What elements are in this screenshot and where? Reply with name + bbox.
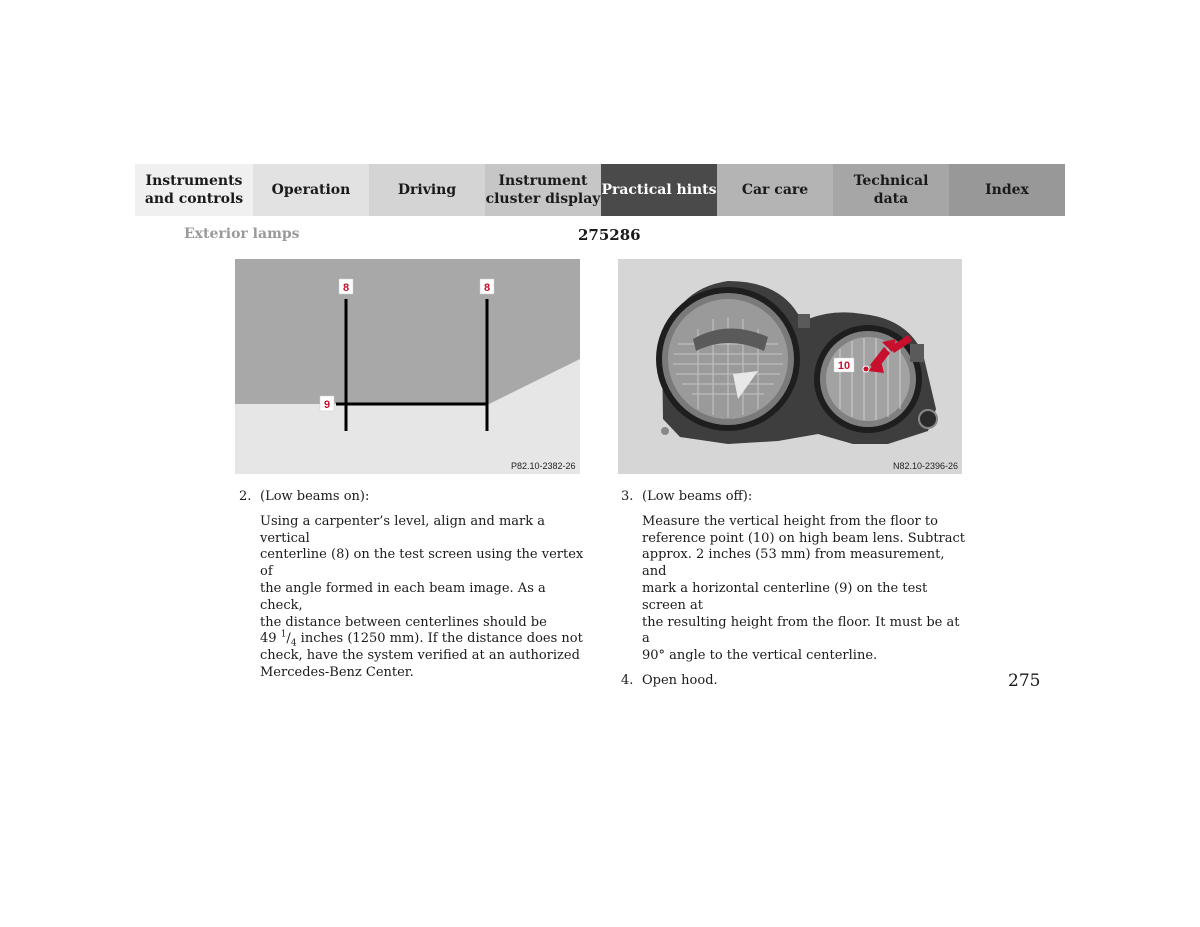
tab-practical-hints[interactable] [601,164,717,216]
text-line: reference point (10) on high beam lens. Subtract [642,530,966,546]
callout-8-left: 8 [342,282,350,294]
fraction-whole: 49 [260,631,281,647]
tab-label: Practical hints [601,182,717,198]
text-line: check, have the system verified at an authorized [260,648,580,664]
fraction-denominator: 4 [290,638,297,649]
text-line: the angle formed in each beam image. As a check, [260,580,546,613]
section-title: Exterior lamps [184,226,300,242]
page-number: 275 [1008,671,1041,691]
text-line: Mercedes-Benz Center. [260,664,414,680]
callout-8-right: 8 [483,282,491,294]
step-4 [621,673,971,690]
left-column [239,489,589,682]
text-line: Using a carpenter’s level, align and mark a vertical [260,513,546,546]
step-number: 2. [239,489,252,504]
page-code: 275286 [578,226,641,244]
tab-label: Technical data [853,173,929,207]
tab-label: Index [985,182,1029,198]
step-title: (Low beams on): [260,489,370,504]
text-line: the resulting height from the floor. It must be at a [642,614,960,647]
text-line: approx. 2 inches (53 mm) from measurement, and [642,547,945,580]
right-column [621,489,971,690]
figure-code: N82.10-2396-26 [893,461,959,471]
step-3 [621,489,971,506]
fraction-numerator: 1 [280,630,287,641]
tab-label: Driving [397,182,457,198]
tab-technical-data[interactable] [833,164,949,216]
step-number: 3. [621,489,634,504]
headlamp-figure [618,259,962,474]
fraction-slash: / [286,631,291,647]
text-line: Measure the vertical height from the floor to [642,513,938,529]
step-title: Open hood. [642,672,718,688]
text-line: centerline (8) on the test screen using the vertex of [260,547,584,580]
tab-instruments-and-controls[interactable] [135,164,253,216]
tab-car-care[interactable] [717,164,833,216]
tab-label: Instrument cluster display [485,173,601,207]
text-line: 90° angle to the vertical centerline. [642,648,878,664]
step-number: 4. [621,672,634,688]
tab-index[interactable] [949,164,1065,216]
test-screen-diagram [235,259,580,474]
tab-label: Instruments and controls [144,173,244,207]
tab-operation[interactable] [253,164,369,216]
text-line: mark a horizontal centerline (9) on the test screen at [642,580,928,613]
callout-10: 10 [837,360,851,372]
tab-instrument-cluster-display[interactable] [485,164,601,216]
text-line-fraction [260,631,589,648]
step-2-instructions [239,514,589,682]
callout-9: 9 [323,399,331,411]
step-3-instructions [621,514,971,665]
text-line: the distance between centerlines should be [260,614,547,630]
tab-label: Car care [741,182,809,198]
figure-code: P82.10-2382-26 [511,461,576,471]
tab-label: Operation [271,182,351,198]
tab-driving[interactable] [369,164,485,216]
fraction-rest: inches (1250 mm). If the distance does not [296,631,583,647]
step-2 [239,489,589,506]
chapter-nav [135,164,1065,216]
headlamp-illustration [618,259,962,474]
test-screen-figure [235,259,580,474]
step-title: (Low beams off): [642,489,753,504]
